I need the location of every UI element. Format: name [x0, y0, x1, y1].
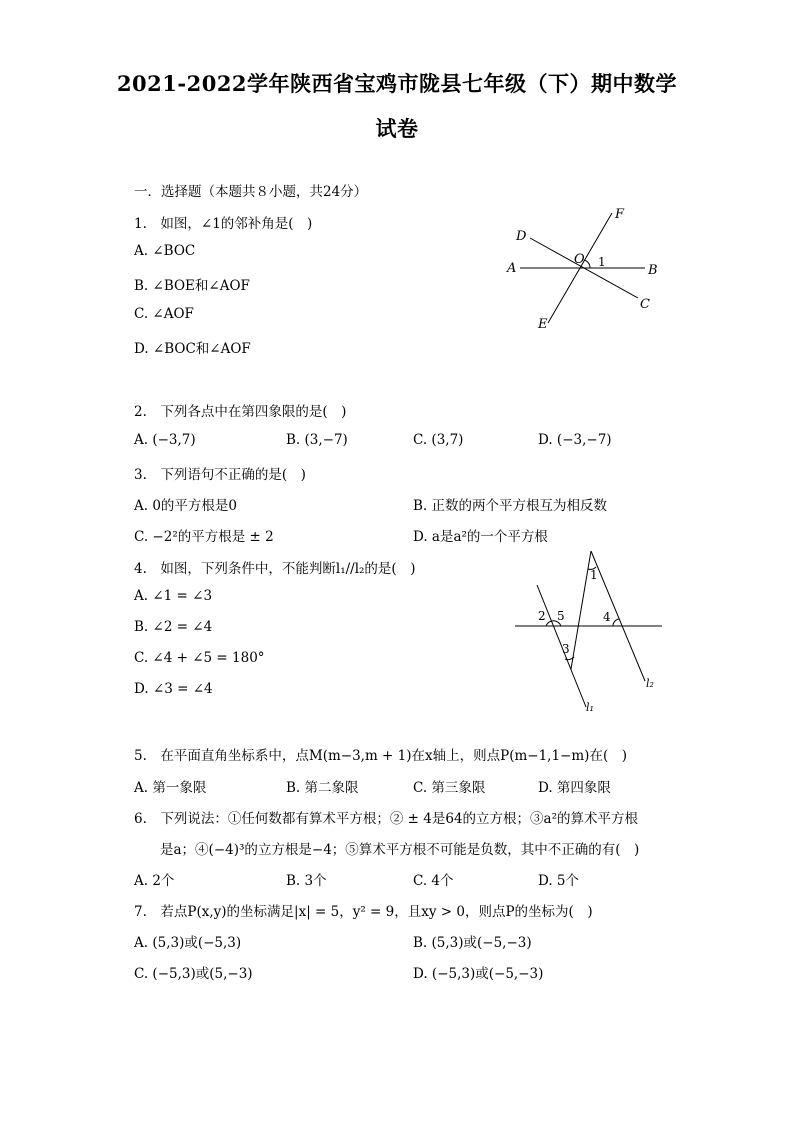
option-a: A. (−3,7)	[134, 432, 196, 448]
option-a: A. ∠BOC	[134, 243, 196, 259]
option-c: C. 4个	[413, 873, 454, 889]
option-d: D. ∠BOC和∠AOF	[134, 341, 251, 357]
label-angle-5: 5	[557, 609, 565, 623]
label-o: O	[574, 252, 585, 267]
option-d: D. (−5,3)或(−5,−3)	[413, 966, 544, 982]
label-e: E	[538, 317, 548, 332]
label-f: F	[615, 207, 625, 222]
question-stem: 1. 如图，∠1的邻补角是( )	[134, 216, 313, 232]
question-stem: 4. 如图，下列条件中，不能判断l₁//l₂的是( )	[134, 561, 416, 577]
question-stem-line2: 是a；④(−4)³的立方根是−4；⑤算术平方根不可能是负数，其中不正确的有( )	[160, 842, 640, 858]
option-a: A. 2个	[134, 873, 175, 889]
option-a: A. ∠1 = ∠3	[134, 588, 213, 604]
section-header: 一．选择题（本题共８小题，共24分）	[134, 184, 368, 200]
q4-parallel-lines-figure	[510, 545, 670, 715]
label-angle-4: 4	[603, 610, 611, 624]
option-b: B. ∠BOE和∠AOF	[134, 278, 250, 294]
question-stem: 2. 下列各点中在第四象限的是( )	[134, 404, 347, 420]
option-c: C. −2²的平方根是 ± 2	[134, 529, 274, 545]
label-angle-3: 3	[562, 642, 570, 656]
label-angle-2: 2	[538, 609, 546, 623]
option-d: D. 5个	[538, 873, 580, 889]
q1-angle-figure	[500, 200, 670, 340]
question-stem: 7. 若点P(x,y)的坐标满足|x| = 5，y² = 9，且xy > 0，则点P的坐标为( )	[134, 904, 593, 920]
option-b: B. ∠2 = ∠4	[134, 619, 213, 635]
label-c: C	[640, 297, 650, 312]
option-d: D. 第四象限	[538, 780, 611, 796]
option-a: A. (5,3)或(−5,3)	[134, 935, 242, 951]
label-b: B	[648, 263, 658, 278]
option-c: C. 第三象限	[413, 780, 486, 796]
question-stem-line1: 6. 下列说法：①任何数都有算术平方根；② ± 4是64的立方根；③a²的算术平方根	[134, 811, 639, 827]
option-b: B. (3,−7)	[286, 432, 348, 448]
option-b: B. 正数的两个平方根互为相反数	[413, 498, 608, 514]
question-stem: 3. 下列语句不正确的是( )	[134, 467, 306, 483]
option-c: C. ∠4 + ∠5 = 180°	[134, 650, 265, 666]
label-angle-1: 1	[590, 568, 598, 582]
question-stem: 5. 在平面直角坐标系中，点M(m−3,m + 1)在x轴上，则点P(m−1,1−m)在( )	[134, 748, 627, 764]
label-angle-1: 1	[598, 255, 606, 269]
option-d: D. a是a²的一个平方根	[413, 529, 548, 545]
option-b: B. 第二象限	[286, 780, 359, 796]
option-d: D. ∠3 = ∠4	[134, 681, 213, 697]
option-b: B. (5,3)或(−5,−3)	[413, 935, 532, 951]
option-a: A. 0的平方根是0	[134, 498, 238, 514]
paper-title-line1: 2021-2022学年陕西省宝鸡市陇县七年级（下）期中数学	[116, 71, 678, 96]
option-d: D. (−3,−7)	[538, 432, 612, 448]
label-l2: l₂	[646, 677, 654, 690]
label-l1: l₁	[586, 701, 594, 714]
option-c: C. ∠AOF	[134, 306, 194, 322]
label-d: D	[516, 229, 527, 244]
option-b: B. 3个	[286, 873, 327, 889]
option-c: C. (3,7)	[413, 432, 464, 448]
option-a: A. 第一象限	[134, 780, 207, 796]
option-c: C. (−5,3)或(5,−3)	[134, 966, 253, 982]
paper-title-line2: 试卷	[375, 116, 419, 141]
label-a: A	[507, 261, 517, 276]
